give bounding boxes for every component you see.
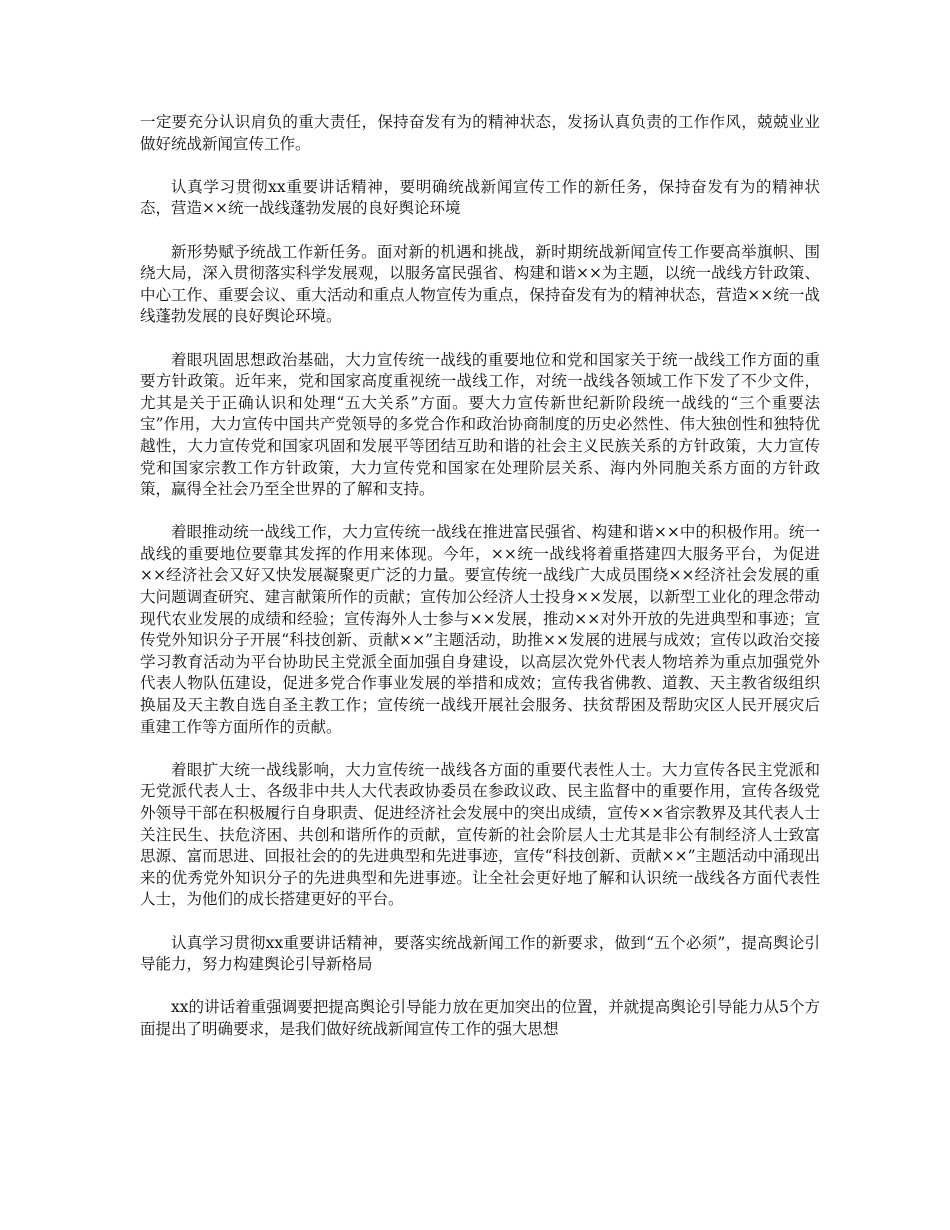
document-page	[140, 112, 820, 1041]
paragraph-new-situation: 新形势赋予统战工作新任务。面对新的机遇和挑战，新时期统战新闻宣传工作要高举旗帜、围绕大局，深入贯彻落实科学发展观，以服务富民强省、构建和谐××为主题，以统一战线方针政策、中心工作、重要会议、重大活动和重点人物宣传为重点，保持奋发有为的精神状态，营造××统一战线蓬勃发展的良好舆论环境。	[140, 242, 820, 326]
paragraph-continuation: 一定要充分认识肩负的重大责任，保持奋发有为的精神状态，发扬认真负责的工作作风，兢兢业业做好统战新闻宣传工作。	[140, 113, 820, 153]
paragraph-guidance-ability: xx的讲话着重强调要把提高舆论引导能力放在更加突出的位置，并就提高舆论引导能力从5个方面提出了明确要求，是我们做好统战新闻宣传工作的强大思想	[140, 998, 820, 1038]
section-heading-new-tasks: 认真学习贯彻xx重要讲话精神，要明确统战新闻宣传工作的新任务，保持奋发有为的精神状态，营造××统一战线蓬勃发展的良好舆论环境	[140, 177, 820, 218]
paragraph-promote-united-front: 着眼推动统一战线工作，大力宣传统一战线在推进富民强省、构建和谐××中的积极作用。统一战线的重要地位要靠其发挥的作用来体现。今年，××统一战线将着重搭建四大服务平台，为促进××经济社会又好又快发展凝聚更广泛的力量。要宣传统一战线广大成员围绕××经济社会发展的重大问题调查研究、建言献策所作的贡献；宣传加公经济人士投身××发展，以新型工业化的理念带动现代农业发展的成绩和经验；宣传海外人士参与××发展，推动××对外开放的先进典型和事迹；宣传党外知识分子开展“科技创新、贡献××”主题活动，助推××发展的进展与成效；宣传以政治交接学习教育活动为平台协助民主党派全面加强自身建设，以高层次党外代表人物培养为重点加强党外代表人物队伍建设，促进多党合作事业发展的举措和成效；宣传我省佛教、道教、天主教省级组织换届及天主教自选自圣主教工作；宣传统一战线开展社会服务、扶贫帮困及帮助灾区人民开展灾后重建工作等方面所作的贡献。	[140, 523, 820, 736]
paragraph-expand-influence: 着眼扩大统一战线影响，大力宣传统一战线各方面的重要代表性人士。大力宣传各民主党派和无党派代表人士、各级非中共人大代表政协委员在参政议政、民主监督中的重要作用，宣传各级党外领导干部在积极履行自身职责、促进经济社会发展中的突出成绩，宣传××省宗教界及其代表人士关注民生、扶危济困、共创和谐所作的贡献，宣传新的社会阶层人士尤其是非公有制经济人士致富思源、富而思进、回报社会的的先进典型和先进事迹，宣传“科技创新、贡献××”主题活动中涌现出来的优秀党外知识分子的先进典型和先进事迹。让全社会更好地了解和认识统一战线各方面代表性人士，为他们的成长搭建更好的平台。	[140, 760, 820, 909]
paragraph-political-foundation: 着眼巩固思想政治基础，大力宣传统一战线的重要地位和党和国家关于统一战线工作方面的重要方针政策。近年来，党和国家高度重视统一战线工作，对统一战线各领域工作下发了不少文件，尤其是关于正确认识和处理“五大关系”方面。要大力宣传新世纪新阶段统一战线的“三个重要法宝”作用，大力宣传中国共产党领导的多党合作和政治协商制度的历史必然性、伟大独创性和独特优越性，大力宣传党和国家巩固和发展平等团结互助和谐的社会主义民族关系的方针政策，大力宣传党和国家宗教工作方针政策，大力宣传党和国家在处理阶层关系、海内外同胞关系方面的方针政策，赢得全社会乃至全世界的了解和支持。	[140, 350, 820, 499]
section-heading-new-requirements: 认真学习贯彻xx重要讲话精神，要落实统战新闻工作的新要求，做到“五个必须”，提高舆论引导能力，努力构建舆论引导新格局	[140, 933, 820, 974]
